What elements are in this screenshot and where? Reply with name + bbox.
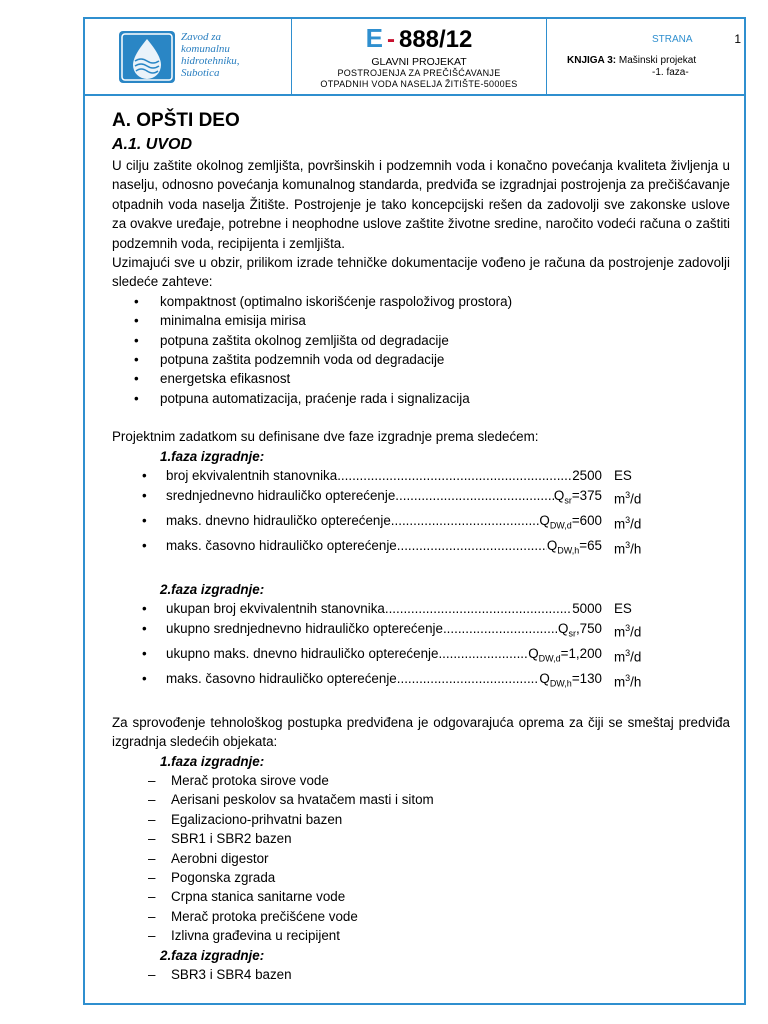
list-item: – SBR1 i SBR2 bazen — [112, 829, 730, 848]
water-drop-icon — [119, 31, 175, 83]
spec-unit: $m^3/h$ — [614, 672, 642, 690]
spec-label: • maks. dnevno hidrauličko opterećenje — [166, 512, 391, 528]
spec-label: • ukupno maks. dnevno hidrauličko opterećenje — [166, 645, 439, 661]
spec-row — [112, 669, 652, 694]
project-type: GLAVNI PROJEKAT — [371, 56, 467, 68]
spec-label: • ukupan broj ekvivalentnih stanovnika — [166, 601, 385, 617]
subsection-heading: A.1. UVOD — [112, 136, 193, 153]
organization-name: Zavod za komunalnu hidrotehniku, Subotica — [181, 31, 240, 79]
spec-unit: $m^3/d$ — [614, 647, 642, 665]
spec-value: $Q_{DW,d}=600$ — [539, 512, 602, 531]
spec-unit: $m^3/h$ — [614, 539, 642, 557]
document-body — [112, 108, 730, 984]
project-subtitle-2: OTPADNIH VODA NASELJA ŽITIŠTE-5000ES — [320, 79, 518, 89]
spec-value: 5000 — [572, 601, 602, 617]
spec-row — [112, 644, 652, 669]
list-item: • potpuna zaštita podzemnih voda od degradacije — [112, 350, 730, 369]
spec-row — [112, 619, 652, 644]
spec-value: $Q_{sr}=375$ — [553, 487, 602, 506]
page-number: 1 — [734, 32, 741, 46]
spec-row — [112, 599, 652, 618]
spec-unit: ES — [614, 468, 632, 484]
spec-label: • broj ekvivalentnih stanovnika — [166, 468, 338, 484]
phase1-spec-list — [112, 466, 652, 561]
requirements-paragraph: Uzimajući sve u obzir, prilikom izrade tehničke dokumentacije vođeno je računa da postrojenje zadovolji sledeće zahteve: — [112, 255, 730, 290]
spec-label: • ukupno srednjednevno hidrauličko opterećenje — [166, 620, 443, 636]
book-info: KNJIGA 3: Mašinski projekat — [567, 55, 697, 66]
spec-unit: ES — [614, 601, 632, 617]
spec-label: • maks. časovno hidrauličko opterećenje — [166, 670, 397, 686]
spec-row — [112, 511, 652, 536]
spec-label: • srednjednevno hidrauličko opterećenje — [166, 487, 396, 503]
spec-unit: $m^3/d$ — [614, 514, 642, 532]
objects-phase2-title: 2.faza izgradnje: — [160, 947, 265, 963]
phase1-title: 1.faza izgradnje: — [160, 448, 265, 464]
project-subtitle-1: POSTROJENJA ZA PREČIŠĆAVANJE — [337, 68, 501, 78]
spec-value: $Q_{sr},750$ — [558, 620, 602, 639]
section-heading: A. OPŠTI DEO — [112, 110, 240, 131]
spec-label: • maks. časovno hidrauličko opterećenje — [166, 537, 397, 553]
phases-intro: Projektnim zadatkom su definisane dve faze izgradnje prema sledećem: — [112, 429, 539, 445]
spec-unit: $m^3/d$ — [614, 489, 642, 506]
phase2-spec-list — [112, 599, 652, 694]
list-item: – SBR3 i SBR4 bazen — [112, 965, 730, 984]
list-item: – Merač protoka prečišćene vode — [112, 907, 730, 926]
objects-phase1-list — [112, 771, 730, 946]
spec-row — [112, 466, 652, 485]
list-item: – Aerisani peskolov sa hvatačem masti i sitom — [112, 790, 730, 809]
header-title-cell — [292, 19, 547, 94]
list-item: – Crpna stanica sanitarne vode — [112, 887, 730, 906]
page-label: STRANA — [652, 34, 693, 45]
spec-unit: $m^3/d$ — [614, 622, 642, 640]
list-item: • kompaktnost (optimalno iskorišćenje raspoloživog prostora) — [112, 292, 730, 311]
spec-row — [112, 486, 652, 511]
document-header — [85, 19, 744, 96]
header-page-cell — [547, 19, 746, 94]
objects-phase2-list — [112, 965, 730, 984]
document-number: E - 888/12 — [365, 23, 473, 53]
list-item: – Merač protoka sirove vode — [112, 771, 730, 790]
list-item: – Pogonska zgrada — [112, 868, 730, 887]
list-item: • minimalna emisija mirisa — [112, 311, 730, 330]
header-logo-cell — [85, 19, 292, 94]
list-item: – Aerobni digestor — [112, 849, 730, 868]
spec-value: $Q_{DW,h}=130$ — [539, 670, 602, 689]
list-item: • potpuna zaštita okolnog zemljišta od degradacije — [112, 331, 730, 350]
list-item: • potpuna automatizacija, praćenje rada i signalizacija — [112, 389, 730, 408]
spec-value: $Q_{DW,d}=1,200$ — [528, 645, 602, 664]
spec-value: 2500 — [572, 468, 602, 484]
institute-logo — [119, 31, 175, 83]
intro-paragraph: U cilju zaštite okolnog zemljišta, površinskih i podzemnih voda i konačno povećanja kvaliteta življenja u naselju, odnosno povećanja komunalnog standarda, predviđa se izgradnjai postrojenja za prečišćavanje otpadnih voda naselja Žitište. Postrojenje je tako koncepcijski rešen da zadovolji sve zakonske uslove za ovakve uređaje, potrebne i neophodne uslove zaštite životne sredine, naročito vodeći računa o zaštiti podzemnih voda, recipijenta i zemljišta. — [112, 158, 730, 251]
equipment-intro: Za sprovođenje tehnološkog postupka predviđena je odgovarajuća oprema za čiji se smeštaj predviđa izgradnja sledećih objekata: — [112, 714, 730, 750]
requirements-list — [112, 292, 730, 408]
list-item: • energetska efikasnost — [112, 369, 730, 388]
phase2-title: 2.faza izgradnje: — [160, 581, 265, 597]
objects-phase1-title: 1.faza izgradnje: — [160, 753, 265, 769]
list-item: – Izlivna građevina u recipijent — [112, 926, 730, 945]
list-item: – Egalizaciono-prihvatni bazen — [112, 810, 730, 829]
spec-row — [112, 536, 652, 561]
spec-value: $Q_{DW,h}=65$ — [546, 537, 602, 556]
phase-label: -1. faza- — [652, 67, 689, 78]
